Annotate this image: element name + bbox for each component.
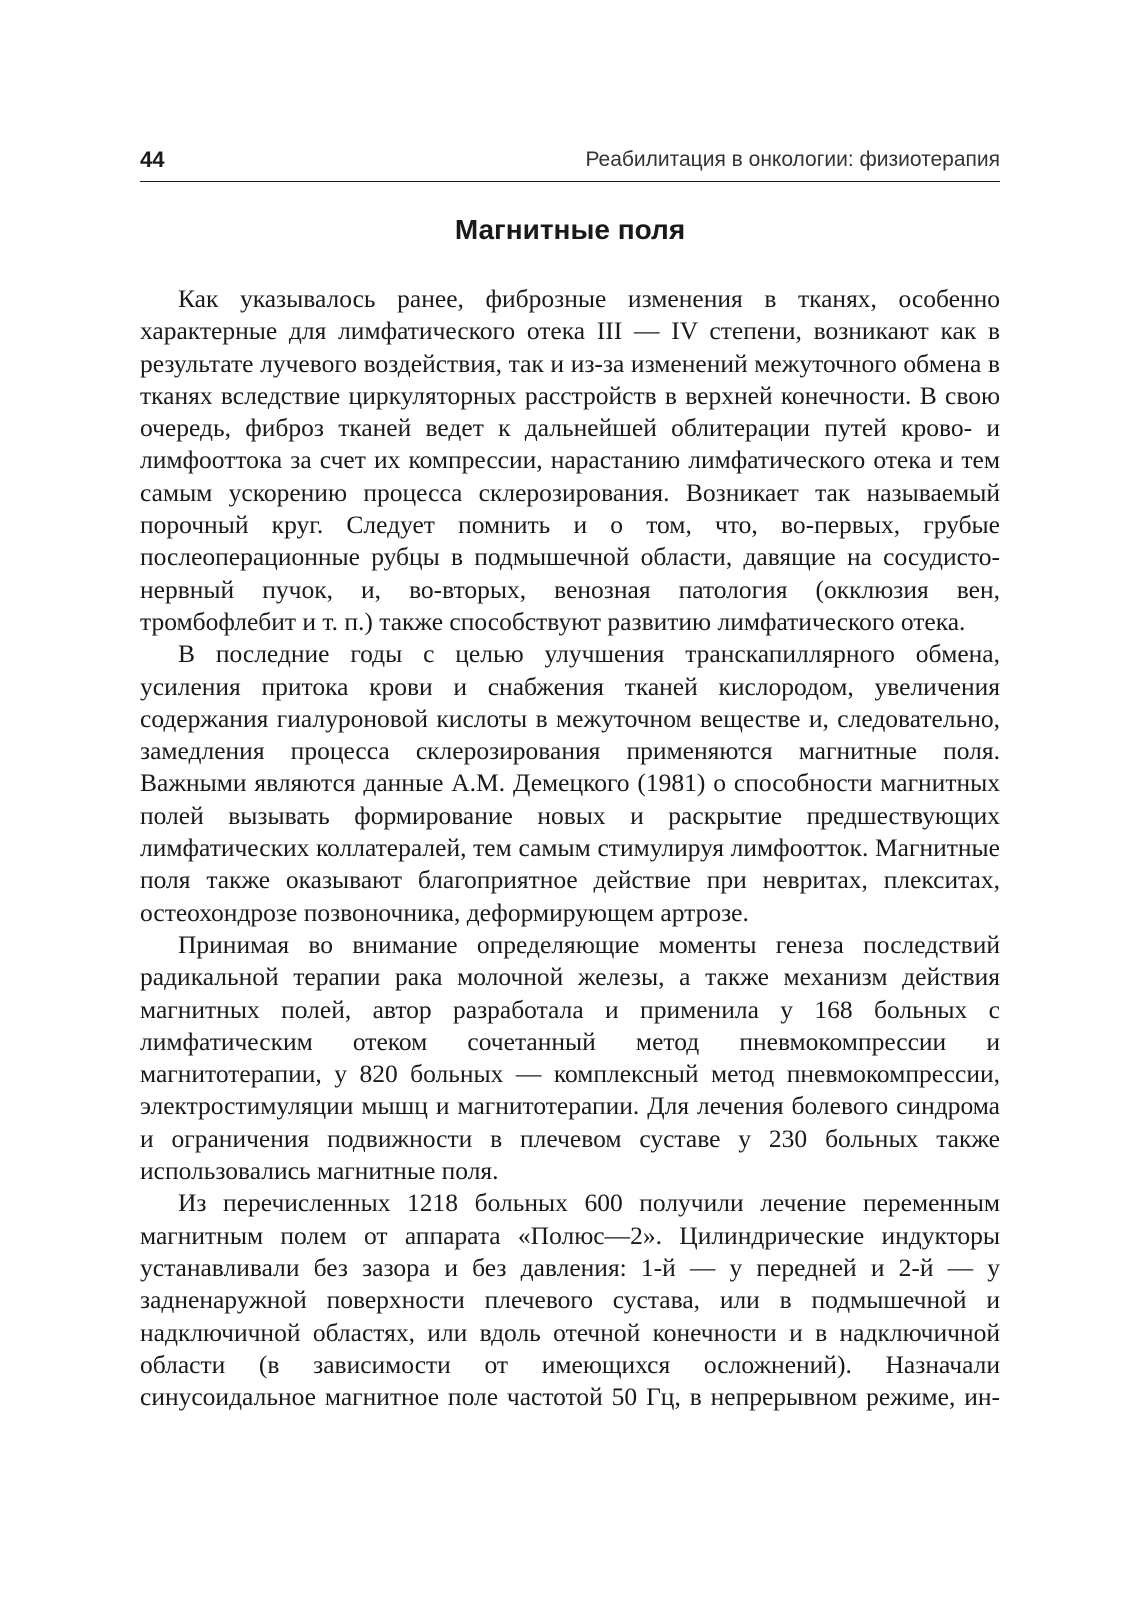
section-title: Магнитные поля (454, 214, 686, 245)
book-title: Реабилитация в онкологии: физиотерапия (585, 148, 1000, 171)
body-text (140, 283, 1000, 1413)
paragraph: Как указывалось ранее, фиброзные изменения в тканях, особенно характерные для лимфатического отека III — IV степени, возникают как в результате лучевого воздействия, так и из-за изменений межуточного обмена в тканях вследствие циркуляторных расстройств в верхней конечности. В свою очередь, фиброз тканей ведет к дальнейшей облитерации путей крово- и лимфооттока за счет их компрессии, нарастанию лимфатического отека и тем самым ускорению процесса склерозирования. Возникает так называемый порочный круг. Следует помнить и о том, что, во-первых, грубые послеоперационные рубцы в подмышечной области, давящие на сосудисто-нервный пучок, и, во-вторых, венозная патология (окклюзия вен, тромбофлебит и т. п.) также способствуют развитию лимфатического отека. (140, 284, 1000, 636)
page-number: 44 (140, 147, 165, 172)
paragraph: Принимая во внимание определяющие моменты генеза последствий радикальной терапии рака молочной железы, а также механизм действия магнитных полей, автор разработала и применила у 168 больных с лимфатическим отеком сочетанный метод пневмокомпрессии и магнитотерапии, у 820 больных — комплексный метод пневмокомпрессии, электростимуляции мышц и магнитотерапии. Для лечения болевого синдрома и ограничения подвижности в плечевом суставе у 230 больных также использовались магнитные поля. (140, 929, 1000, 1186)
paragraph: В последние годы с целью улучшения транскапиллярного обмена, усиления притока крови и снабжения тканей кислородом, увеличения содержания гиалуроновой кислоты в межуточном веществе и, следовательно, замедления процесса склерозирования применяются магнитные поля. Важными являются данные А.М. Демецкого (1981) о способности магнитных полей вызывать формирование новых и раскрытие предшествующих лимфатических коллатералей, тем самым стимулируя лимфоотток. Магнитные поля также оказывают благоприятное действие при невритах, плекситах, остеохондрозе позвоночника, деформирующем артрозе. (140, 639, 1000, 927)
paragraph: Из перечисленных 1218 больных 600 получили лечение переменным магнитным полем от аппарата «Полюс—2». Цилиндрические индукторы устанавливали без зазора и без давления: 1-й — у передней и 2-й — у задненаружной поверхности плечевого сустава, или в подмышечной и надключичной областях, или вдоль отечной конечности и в надключичной области (в зависимости от имеющихся осложнений). Назначали синусоидальное магнитное поле частотой 50 Гц, в непрерывном режиме, ин- (140, 1188, 1000, 1412)
running-header (140, 145, 1000, 182)
